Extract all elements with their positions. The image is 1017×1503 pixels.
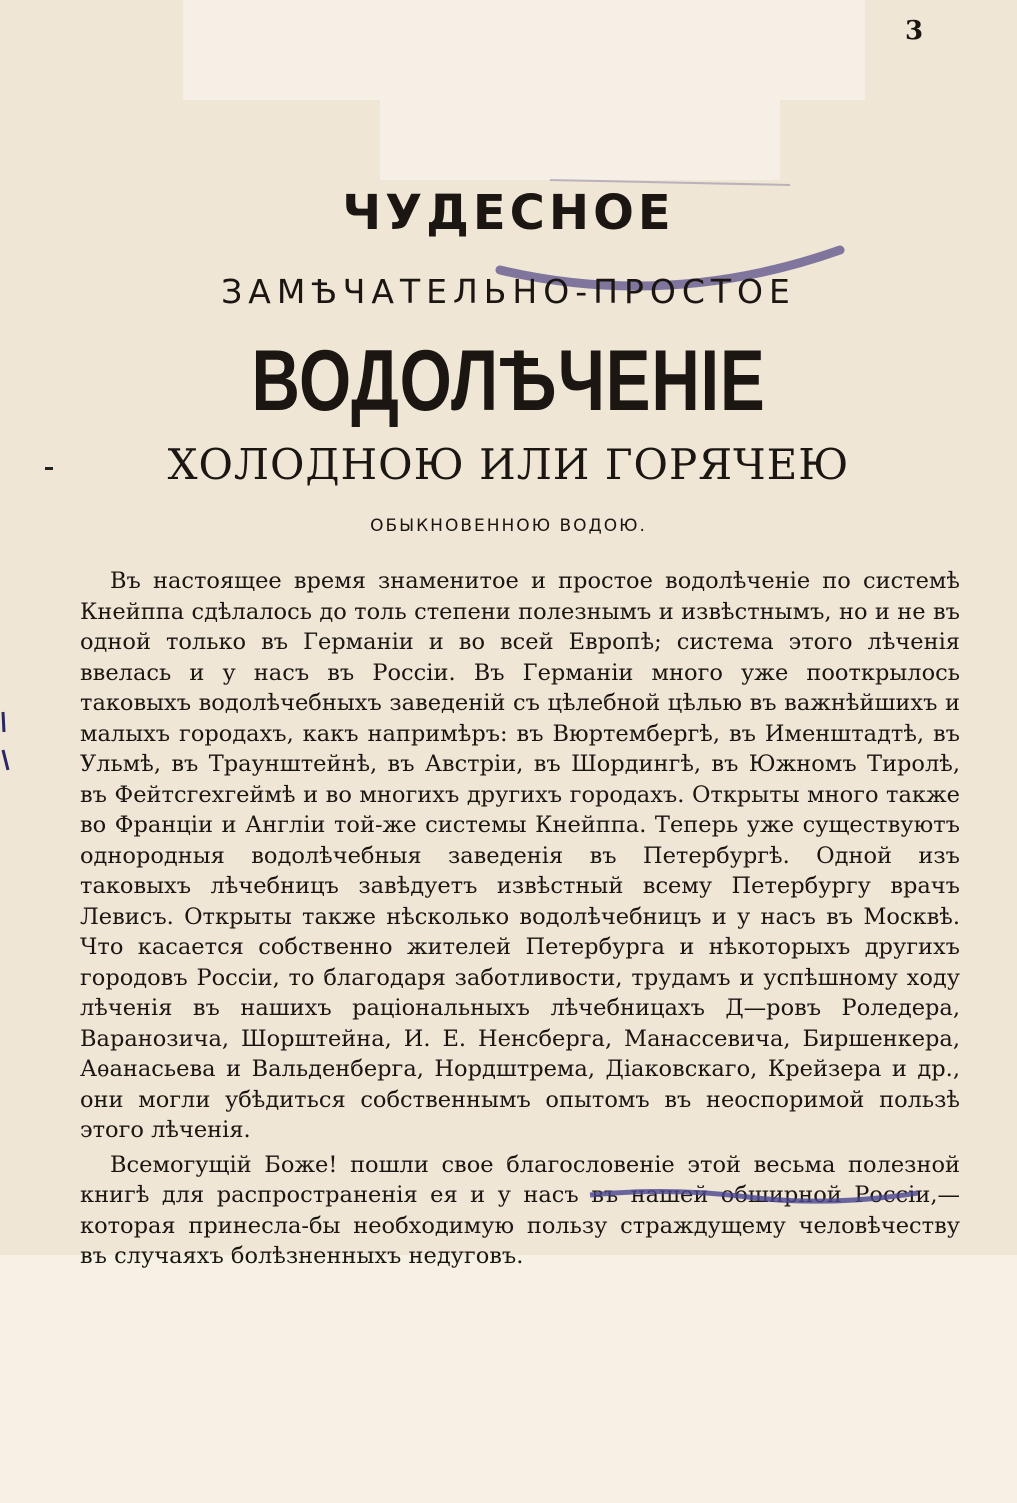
body-text (80, 566, 960, 1272)
margin-dot (45, 467, 53, 470)
paragraph-1: Въ настоящее время знаменитое и простое водолѣченіе по системѣ Кнейппа сдѣлалось до толь степени полезнымъ и извѣстнымъ, но и не въ одной только въ Германіи и во всей Европѣ; система этого лѣченія ввелась и у насъ въ Россіи. Въ Германіи много уже пооткрылось таковыхъ водолѣчебныхъ заведеній съ цѣлебной цѣлью въ важнѣйшихъ и малыхъ городахъ, какъ напримѣръ: въ Вюртембергѣ, въ Именштадтѣ, въ Ульмѣ, въ Траунштейнѣ, въ Австріи, въ Шордингѣ, въ Южномъ Тиролѣ, въ Фейтсгехгеймѣ и во многихъ другихъ городахъ. Открыты много также во Франціи и Англіи той-же системы Кнейппа. Теперь уже существуютъ однородныя водолѣчебныя заведенія въ Петербургѣ. Одной изъ таковыхъ лѣчебницъ завѣдуетъ извѣстный всему Петербургу врачъ Левисъ. Открыты также нѣсколько водолѣчебницъ и у насъ въ Москвѣ. Что касается собственно жителей Петербурга и нѣкоторыхъ другихъ городовъ Россіи, то благодаря заботливости, трудамъ и успѣшному ходу лѣченія въ нашихъ раціональныхъ лѣчебницахъ Д—ровъ Роледера, Варанозича, Шорштейна, И. Е. Ненсберга, Манассевича, Биршенкера, Аѳанасьева и Вальденберга, Нордштрема, Діаковскаго, Крейзера и др., они могли убѣдиться собственнымъ опытомъ въ неоспоримой пользѣ этого лѣченія. (80, 568, 960, 1143)
paragraph-2: Всемогущій Боже! пошли свое благословеніе этой весьма полезной книгѣ для распространенія ея и у насъ въ нашей обширной Россіи,— которая принесла-бы необходимую пользу страждущему человѣчеству въ случаяхъ болѣзненныхъ недуговъ. (80, 1151, 960, 1269)
title-main: ВОДОЛѢЧЕНІЕ (251, 333, 766, 429)
redacted-area (380, 100, 780, 180)
title-line-1: ЧУДЕСНОЕ (342, 185, 675, 241)
redacted-area (183, 0, 865, 100)
title-line-5: ОБЫКНОВЕННОЮ ВОДОЮ. (370, 516, 647, 536)
margin-mark (0, 712, 10, 772)
page-number: 3 (905, 16, 924, 46)
title-line-2: ЗАМѢЧАТЕЛЬНО-ПРОСТОЕ (221, 272, 796, 311)
title-line-4: ХОЛОДНОЮ ИЛИ ГОРЯЧЕЮ (167, 440, 850, 489)
